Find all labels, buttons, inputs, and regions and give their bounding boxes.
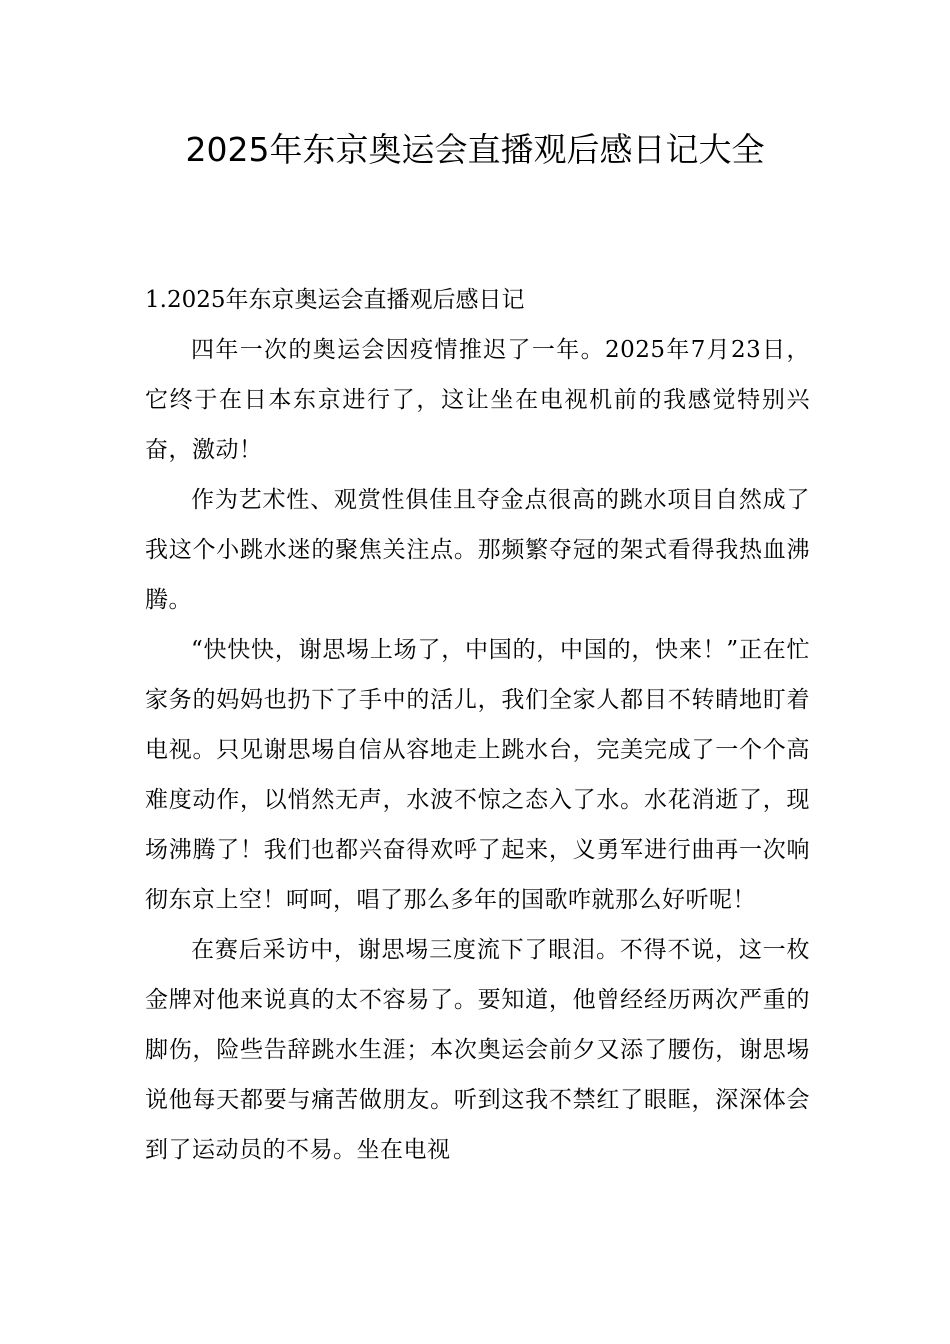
paragraph-2: 作为艺术性、观赏性俱佳且夺金点很高的跳水项目自然成了我这个小跳水迷的聚焦关注点。那频繁夺冠的架式看得我热血沸腾。 <box>145 487 810 613</box>
document-title: 2025年东京奥运会直播观后感日记大全 <box>185 130 765 169</box>
document-body <box>145 280 810 1175</box>
paragraph-1: 四年一次的奥运会因疫情推迟了一年。2025年7月23日，它终于在日本东京进行了，这让坐在电视机前的我感觉特别兴奋，激动！ <box>145 337 810 463</box>
paragraph-3: “快快快，谢思埸上场了，中国的，中国的，快来！”正在忙家务的妈妈也扔下了手中的活儿，我们全家人都目不转睛地盯着电视。只见谢思埸自信从容地走上跳水台，完美完成了一个个高难度动作，以悄然无声，水波不惊之态入了水。水花消逝了，现场沸腾了！我们也都兴奋得欢呼了起来，义勇军进行曲再一次响彻东京上空！呵呵，唱了那么多年的国歌咋就那么好听呢！ <box>145 637 810 913</box>
paragraph-4: 在赛后采访中，谢思埸三度流下了眼泪。不得不说，这一枚金牌对他来说真的太不容易了。要知道，他曾经经历两次严重的脚伤，险些告辞跳水生涯；本次奥运会前夕又添了腰伤，谢思埸说他每天都要与痛苦做朋友。听到这我不禁红了眼眶，深深体会到了运动员的不易。坐在电视 <box>145 937 810 1163</box>
section-heading: 1.2025年东京奥运会直播观后感日记 <box>145 287 525 313</box>
